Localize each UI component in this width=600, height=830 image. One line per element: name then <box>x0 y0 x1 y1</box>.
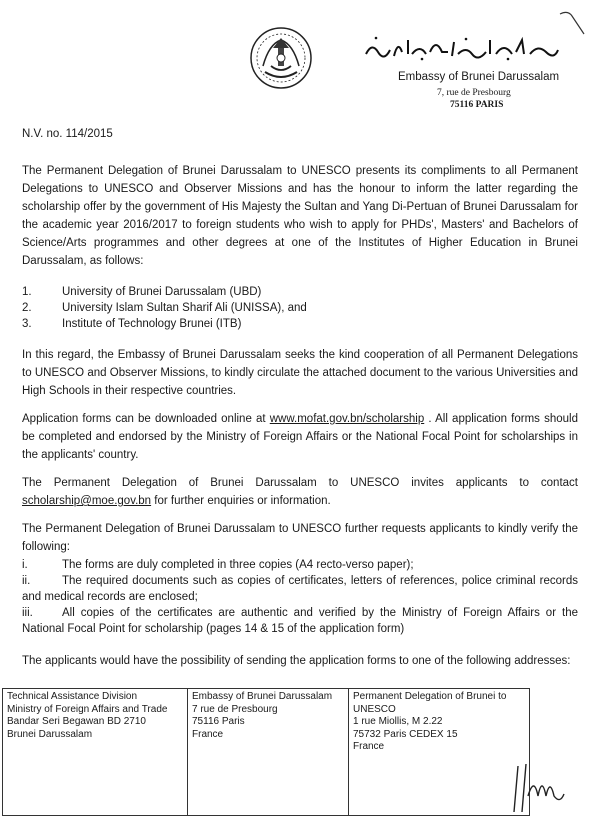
addresses-intro-paragraph: The applicants would have the possibility of sending the application forms to one of the following addresses: <box>22 655 571 667</box>
address-cell-mofat: Technical Assistance Division Ministry of Foreign Affairs and Trade Bandar Seri Begawan BD 2710 Brunei Darussalam <box>3 689 188 816</box>
scholarship-website-link[interactable]: www.mofat.gov.bn/scholarship <box>269 413 425 425</box>
scholarship-email-link[interactable]: scholarship@moe.gov.bn <box>22 495 152 507</box>
verify-intro-paragraph: The Permanent Delegation of Brunei Darussalam to UNESCO further requests applicants to kindly verify the following: <box>22 523 578 553</box>
regard-paragraph: In this regard, the Embassy of Brunei Darussalam seeks the kind cooperation of all Permanent Delegations to UNESCO and Observer Missions, to kindly circulate the attached document to the various Universities and High Schools in their respective countries. <box>22 349 578 397</box>
addresses-table <box>2 688 530 816</box>
handwritten-signature <box>508 756 568 816</box>
invite-paragraph: The Permanent Delegation of Brunei Darussalam to UNESCO invites applicants to contact scholarship@moe.gov.bn for further enquiries or information. <box>22 477 578 507</box>
jawi-script-heading <box>362 34 562 62</box>
embassy-city: 75116 PARIS <box>450 100 504 110</box>
institution-item-3: 3. Institute of Technology Brunei (ITB) <box>22 318 242 330</box>
address-cell-unesco-delegation: Permanent Delegation of Brunei to UNESCO 1 rue Miollis, M 2.22 75732 Paris CEDEX 15 France <box>349 689 530 816</box>
embassy-street: 7, rue de Presbourg <box>437 88 511 98</box>
verify-item-3: iii. All copies of the certificates are authentic and verified by the Ministry of Foreign Affairs or the National Focal Point for scholarship (pages 14 & 15 of the application form) <box>22 607 578 635</box>
reference-number: N.V. no. 114/2015 <box>22 128 113 140</box>
verify-item-2: ii. The required documents such as copies of certificates, letters of references, police criminal records and medical records are enclosed; <box>22 575 578 603</box>
institution-item-2: 2. University Islam Sultan Sharif Ali (UNISSA), and <box>22 302 307 314</box>
handwritten-mark <box>558 8 588 38</box>
institution-item-1: 1. University of Brunei Darussalam (UBD) <box>22 286 262 298</box>
embassy-name: Embassy of Brunei Darussalam <box>398 71 560 83</box>
brunei-crest-emblem <box>249 26 313 90</box>
intro-paragraph: The Permanent Delegation of Brunei Darussalam to UNESCO presents its compliments to all Permanent Delegations to UNESCO and Observer Missions and has the honour to inform the latter regarding the scholarship offer by the government of His Majesty the Sultan and Yang Di-Pertuan of Brunei Darussalam for the academic year 2016/2017 to foreign students who wish to apply for PHDs', Masters' and Bachelors of Science/Arts programmes and other degrees at one of the Institutes of Higher Education in Brunei Darussalam, as follows: <box>22 165 578 267</box>
verify-item-1: i. The forms are duly completed in three copies (A4 recto-verso paper); <box>22 559 414 571</box>
address-cell-embassy: Embassy of Brunei Darussalam 7 rue de Presbourg 75116 Paris France <box>188 689 349 816</box>
application-paragraph: Application forms can be downloaded online at www.mofat.gov.bn/scholarship . All application forms should be completed and endorsed by the Ministry of Foreign Affairs or the National Focal Point for scholarships in the applicants' country. <box>22 413 578 461</box>
